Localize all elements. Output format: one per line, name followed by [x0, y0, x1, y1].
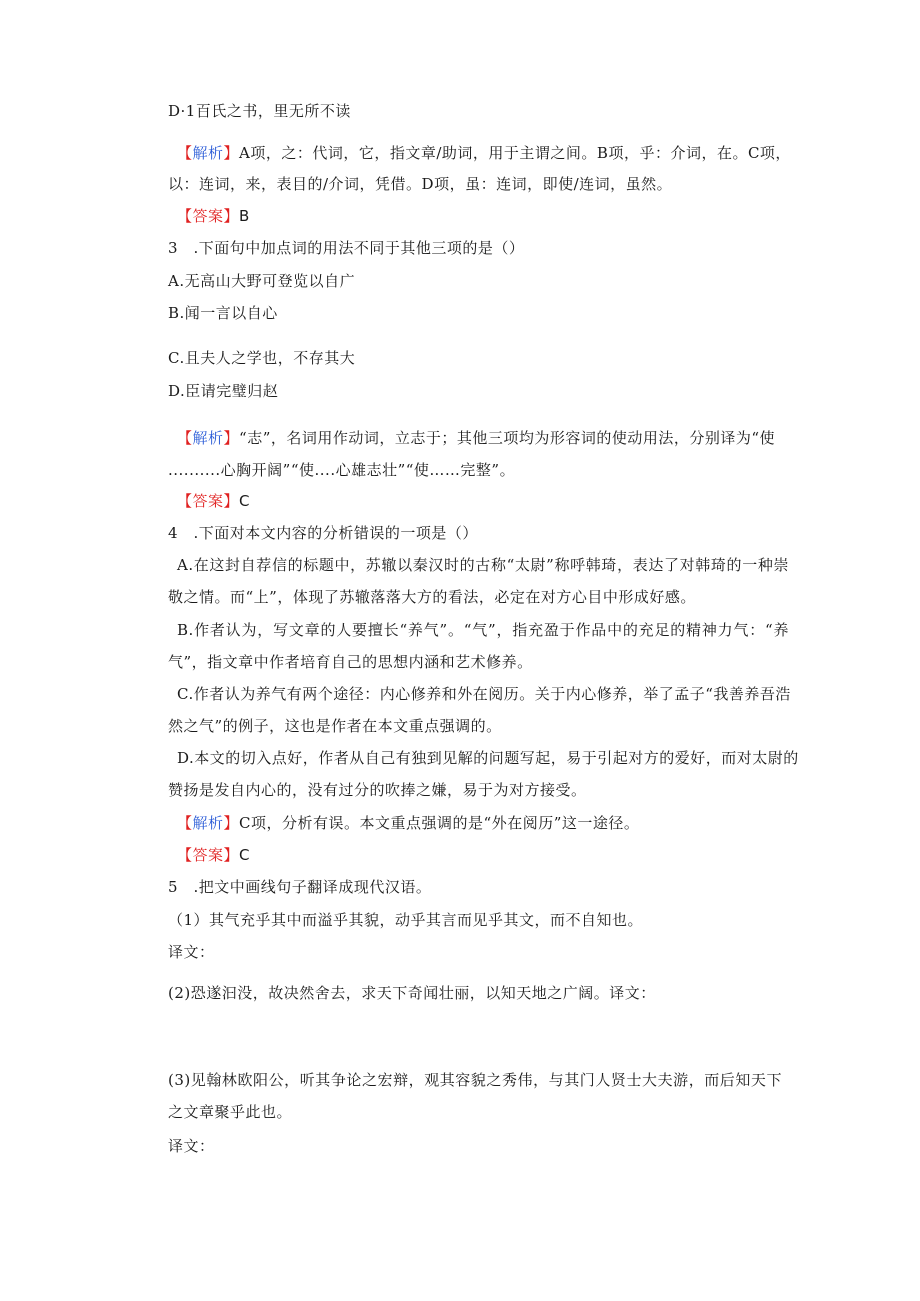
- q4-option-d-line-2: 赞扬是发自内心的，没有过分的吹捧之嫌，易于为对方接受。: [168, 781, 587, 799]
- q3-option-c: C.且夫人之学也，不存其大: [168, 349, 356, 367]
- q5-sentence-1: （1）其气充乎其中而溢乎其貌，动乎其言而见乎其文，而不自知也。: [168, 911, 644, 929]
- answer-tag: 【答案】: [177, 207, 240, 225]
- q3-stem: 3 .下面句中加点词的用法不同于其他三项的是（）: [168, 239, 525, 257]
- q4-stem: 4 .下面对本文内容的分析错误的一项是（）: [168, 524, 478, 542]
- q2-answer: 【答案】B: [177, 207, 250, 225]
- answer-tag: 【答案】: [177, 846, 240, 864]
- q2-option-d: D·1百氏之书，里无所不读: [168, 102, 351, 120]
- q4-option-a-line-2: 敬之情。而“上”，体现了苏辙落落大方的看法，必定在对方心目中形成好感。: [168, 588, 696, 606]
- q4-option-b-line-2: 气”，指文章中作者培育自己的思想内涵和艺术修养。: [168, 653, 533, 671]
- q3-option-b: B.闻一言以自心: [168, 304, 278, 322]
- q5-translation-label-3: 译文：: [168, 1137, 215, 1155]
- answer-tag: 【答案】: [177, 492, 240, 510]
- q5-sentence-3-line-2: 之文章聚乎此也。: [168, 1103, 293, 1121]
- q4-option-b-line-1: B.作者认为，写文章的人要擅长“养气”。“气”，指充盈于作品中的充足的精神力气：“养: [177, 621, 789, 639]
- q4-option-c-line-1: C.作者认为养气有两个途径：内心修养和外在阅历。关于内心修养，举了孟子“我善养吾浩: [177, 685, 791, 703]
- q4-option-a-line-1: A.在这封自荐信的标题中，苏辙以秦汉时的古称“太尉”称呼韩琦，表达了对韩琦的一种崇: [177, 556, 789, 574]
- q3-option-d: D.臣请完璧归赵: [168, 382, 279, 400]
- q3-analysis-line-2: ..........心胸开阔”“使....心雄志壮”“使……完整”。: [168, 461, 516, 479]
- analysis-tag: 【解析】: [177, 144, 240, 162]
- q2-analysis-line-2: 以：连词，来，表目的/介词，凭借。D项，虽：连词，即使/连词，虽然。: [168, 175, 673, 193]
- q2-analysis-line-1: 【解析】A项，之：代词，它，指文章/助词，用于主谓之间。B项，乎：介词，在。C项，: [177, 144, 791, 162]
- q4-analysis: 【解析】C项，分析有误。本文重点强调的是“外在阅历”这一途径。: [177, 814, 640, 832]
- q5-translation-label-1: 译文：: [168, 943, 215, 961]
- q4-option-c-line-2: 然之气”的例子，这也是作者在本文重点强调的。: [168, 717, 502, 735]
- q3-option-a: A.无高山大野可登览以自广: [168, 272, 356, 290]
- q4-answer: 【答案】C: [177, 846, 251, 864]
- q3-analysis-line-1: 【解析】“志”，名词用作动词，立志于；其他三项均为形容词的使动用法，分别译为“使: [177, 429, 776, 447]
- q5-sentence-3-line-1: (3)见翰林欧阳公，听其争论之宏辩，观其容貌之秀伟，与其门人贤士大夫游，而后知天下: [168, 1071, 782, 1089]
- analysis-tag: 【解析】: [177, 429, 240, 447]
- q5-sentence-2: (2)恐遂汩没，故决然舍去，求天下奇闻壮丽，以知天地之广阔。译文：: [168, 984, 656, 1002]
- q5-stem: 5 .把文中画线句子翻译成现代汉语。: [168, 878, 432, 896]
- q3-answer: 【答案】C: [177, 492, 251, 510]
- q4-option-d-line-1: D.本文的切入点好，作者从自己有独到见解的问题写起，易于引起对方的爱好，而对太尉的: [177, 749, 799, 767]
- analysis-tag: 【解析】: [177, 814, 240, 832]
